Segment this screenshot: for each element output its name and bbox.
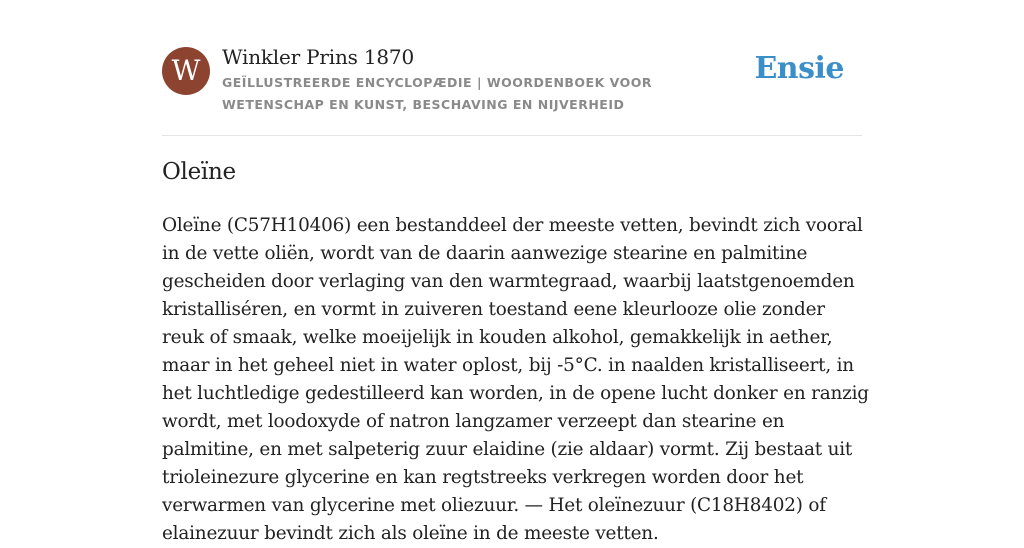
article-body: Oleïne (C57H10406) een bestanddeel der meeste vetten, bevindt zich vooral in de vette oliën, wordt van de daarin aanwezige stearine en palmitine gescheiden door verlaging van den warmtegraad, waarbij laatstgenoemden kristalliséren, en vormt in zuiveren toestand eene kleurlooze olie zonder reuk of smaak, welke moeijelijk in kouden alkohol, gemakkelijk in aether, maar in het geheel niet in water oplost, bij -5°C. in naalden kristalliseert, in het luchtledige gedestilleerd kan worden, in de opene lucht donker en ranzig wordt, met loodoxyde of natron langzamer verzeept dan stearine en palmitine, en met salpeterig zuur elaidine (zie aldaar) vormt. Zij bestaat uit trioleinezure glycerine en kan regtstreeks verkregen worden door het verwarmen van glycerine met oliezuur. — Het oleïnezuur (C18H8402) of elainezuur bevindt zich als oleïne in de meeste vetten. [162,215,869,544]
source-avatar[interactable]: W [162,47,210,95]
brand-logo[interactable]: Ensie [754,51,844,86]
source-header [162,40,862,136]
source-subtitle: GEÏLLUSTREERDE ENCYCLOPÆDIE | WOORDENBOEK VOOR WETENSCHAP EN KUNST, BESCHAVING EN NIJVERHEID [222,75,652,112]
source-title[interactable]: Winkler Prins 1870 [222,45,414,69]
article-title: Oleïne [162,159,236,185]
